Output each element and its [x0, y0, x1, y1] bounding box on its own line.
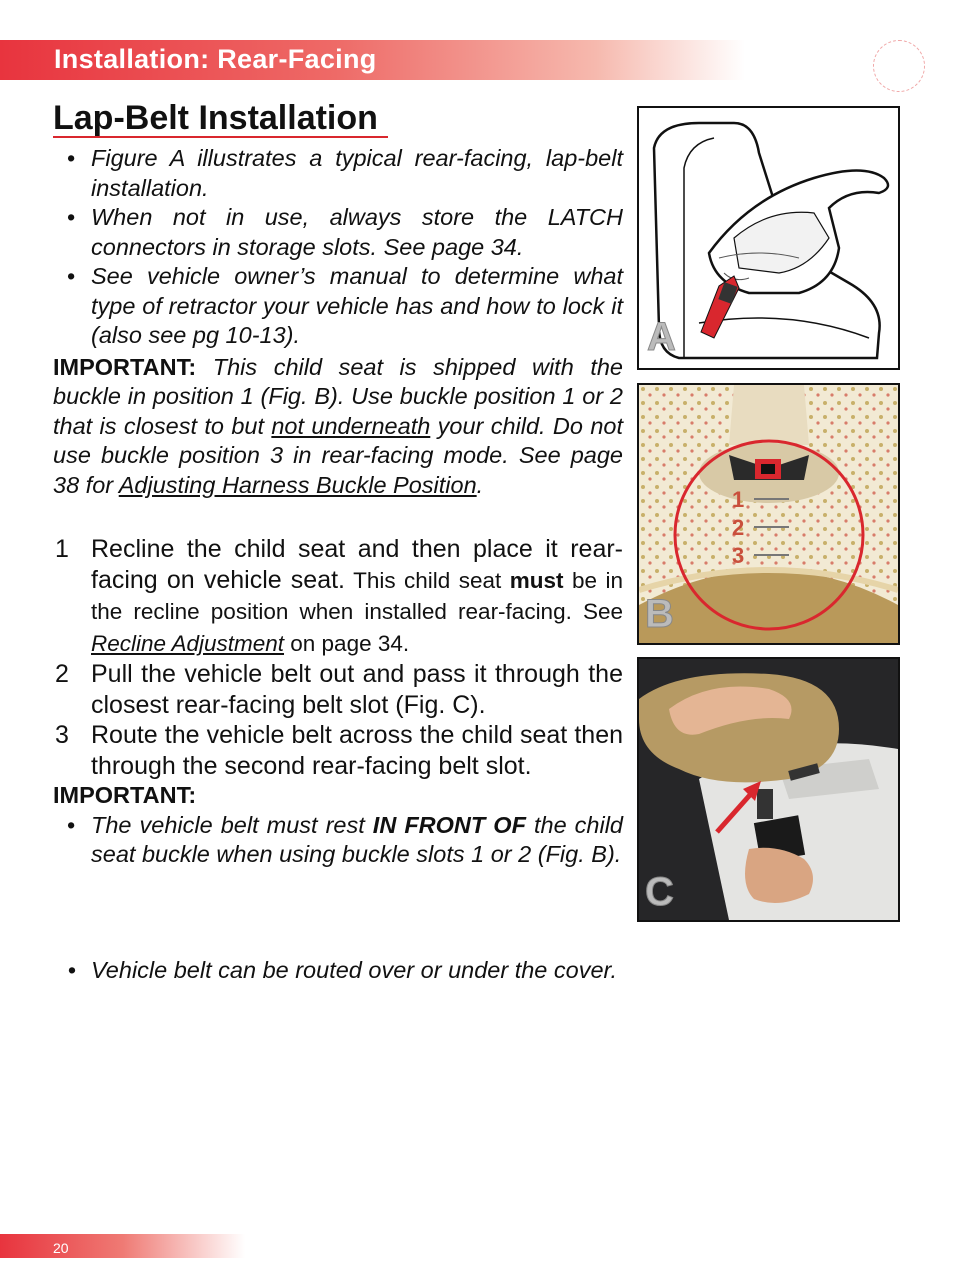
list-item: • The vehicle belt must rest IN FRONT OF the child seat buckle when using buckle slots 1 or 2 (Fig. B). — [67, 811, 624, 867]
figure-label-b: B — [645, 592, 674, 636]
figure-a — [637, 106, 900, 370]
bullet-icon: • — [67, 145, 76, 171]
figure-label-c: C — [645, 870, 674, 914]
important-note: IMPORTANT: This child seat is shipped with the buckle in position 1 (Fig. B). Use buckle position 1 or 2 that is closest to but not underneath your child. Do not use buckle position 3 in rear-facing mode. See page 38 for Adjusting Harness Buckle Position. — [53, 353, 623, 498]
page-number: 20 — [53, 1240, 69, 1256]
adjusting-buckle-link[interactable]: Adjusting Harness Buckle Position — [118, 471, 477, 498]
bullet-icon: • — [67, 811, 76, 838]
buckle-position-1: 1 — [732, 487, 745, 512]
step-item: 3 Route the vehicle belt across the child seat then through the second rear-facing belt slot. — [55, 721, 623, 780]
buckle-photo — [639, 385, 898, 643]
figure-label-a: A — [647, 315, 676, 359]
list-item: • See vehicle owner’s manual to determine what type of retractor your vehicle has and how to lock it (also see pg 10-13). — [67, 263, 623, 348]
corner-tab-circle — [873, 40, 925, 92]
figure-b — [637, 383, 900, 645]
intro-bullet-list — [53, 144, 623, 351]
bullet-icon: • — [67, 204, 76, 230]
list-item: • When not in use, always store the LATCH connectors in storage slots. See page 34. — [67, 204, 623, 260]
main-text-column — [53, 144, 623, 870]
important-bullet-list — [53, 811, 623, 870]
section-header: Installation: Rear-Facing — [54, 44, 377, 74]
belt-routing-photo — [639, 659, 898, 920]
figure-c — [637, 657, 900, 922]
page-title: Lap-Belt Installation — [53, 100, 388, 138]
list-item: • Vehicle belt can be routed over or under the cover. — [53, 956, 617, 986]
bullet-icon: • — [67, 957, 77, 983]
important-label: IMPORTANT: — [53, 353, 197, 380]
important-label-2: IMPORTANT: — [53, 782, 197, 808]
footer-bar — [0, 1234, 245, 1258]
list-item: • Figure A illustrates a typical rear-facing, lap-belt installation. — [67, 145, 623, 201]
step-item: 2 Pull the vehicle belt out and pass it through the closest rear-facing belt slot (Fig. C). — [55, 660, 623, 719]
step-item: 1 Recline the child seat and then place it rear-facing on vehicle seat. This child seat must be in the recline position when installed rear-facing. See Recline Adjustment on page 34. — [55, 535, 623, 656]
buckle-position-3: 3 — [732, 543, 745, 568]
car-seat-illustration — [639, 108, 898, 368]
bullet-icon: • — [67, 263, 76, 289]
recline-adjustment-link[interactable]: Recline Adjustment — [91, 630, 285, 656]
buckle-position-2: 2 — [732, 515, 745, 540]
steps-list — [53, 534, 623, 781]
